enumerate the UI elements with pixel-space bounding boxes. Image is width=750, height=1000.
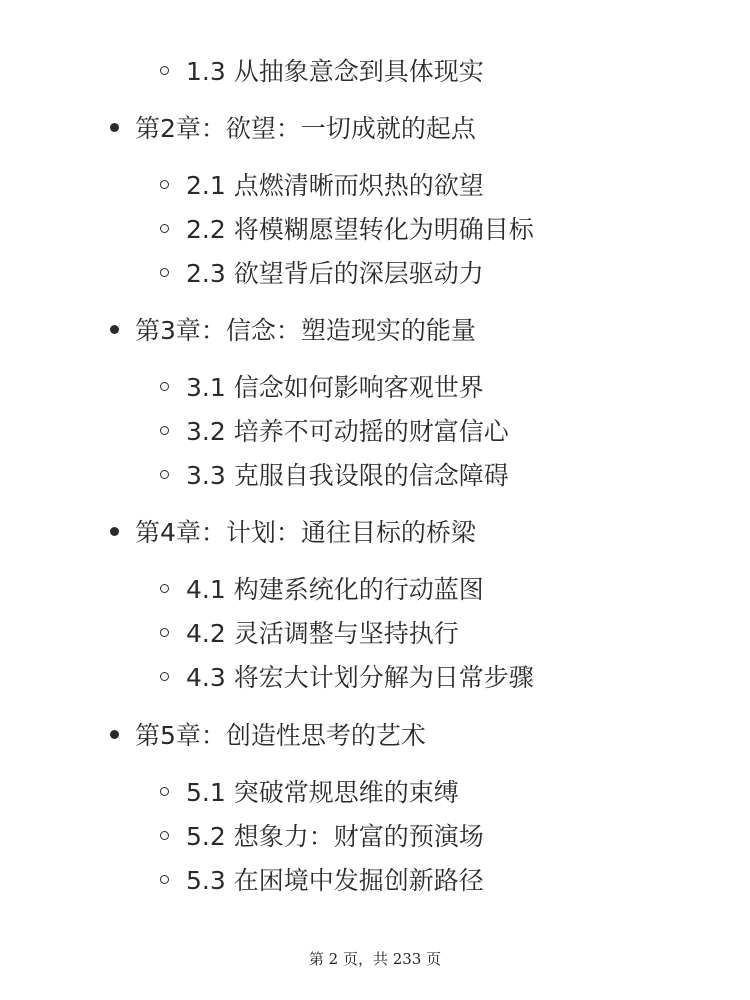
circle-bullet-icon [160,584,169,593]
toc-section-2-3[interactable] [160,252,484,292]
toc-entry-label: 2.1 点燃清晰而炽热的欲望 [186,171,484,200]
page-number-footer: 第 2 页，共 233 页 [308,950,442,968]
circle-bullet-icon [160,787,169,796]
toc-chapter-3[interactable] [110,309,476,349]
toc-entry-label: 5.3 在困境中发掘创新路径 [186,866,484,895]
toc-section-5-2[interactable] [160,815,484,855]
circle-bullet-icon [160,66,169,75]
toc-chapter-5[interactable] [110,714,426,754]
toc-section-3-3[interactable] [160,454,509,494]
toc-section-4-1[interactable] [160,568,484,608]
toc-entry-label: 2.3 欲望背后的深层驱动力 [186,259,484,288]
circle-bullet-icon [160,180,169,189]
toc-section-3-2[interactable] [160,410,509,450]
toc-entry-label: 4.2 灵活调整与坚持执行 [186,619,459,648]
toc-entry-label: 2.2 将模糊愿望转化为明确目标 [186,215,534,244]
circle-bullet-icon [160,268,169,277]
circle-bullet-icon [160,426,169,435]
circle-bullet-icon [160,831,169,840]
toc-entry-label: 4.1 构建系统化的行动蓝图 [186,575,484,604]
toc-entry-label: 第3章：信念：塑造现实的能量 [135,316,476,345]
toc-entry-label: 5.1 突破常规思维的束缚 [186,778,459,807]
circle-bullet-icon [160,875,169,884]
toc-entry-label: 第4章：计划：通往目标的桥梁 [135,518,476,547]
toc-entry-label: 4.3 将宏大计划分解为日常步骤 [186,663,534,692]
circle-bullet-icon [160,628,169,637]
circle-bullet-icon [160,470,169,479]
disc-bullet-icon [110,325,119,334]
toc-section-1-3[interactable] [160,50,484,90]
toc-entry-label: 第2章：欲望：一切成就的起点 [135,114,476,143]
disc-bullet-icon [110,730,119,739]
toc-section-5-3[interactable] [160,859,484,899]
toc-section-2-1[interactable] [160,164,484,204]
toc-entry-label: 第5章：创造性思考的艺术 [135,721,426,750]
toc-section-4-2[interactable] [160,612,459,652]
toc-entry-label: 3.1 信念如何影响客观世界 [186,373,484,402]
toc-chapter-2[interactable] [110,107,476,147]
toc-section-4-3[interactable] [160,656,534,696]
toc-entry-label: 3.3 克服自我设限的信念障碍 [186,461,509,490]
disc-bullet-icon [110,123,119,132]
toc-entry-label: 1.3 从抽象意念到具体现实 [186,57,484,86]
toc-section-5-1[interactable] [160,771,459,811]
circle-bullet-icon [160,224,169,233]
toc-section-3-1[interactable] [160,366,484,406]
disc-bullet-icon [110,527,119,536]
toc-section-2-2[interactable] [160,208,534,248]
toc-chapter-4[interactable] [110,511,476,551]
circle-bullet-icon [160,382,169,391]
toc-entry-label: 3.2 培养不可动摇的财富信心 [186,417,509,446]
circle-bullet-icon [160,672,169,681]
toc-entry-label: 5.2 想象力：财富的预演场 [186,822,484,851]
